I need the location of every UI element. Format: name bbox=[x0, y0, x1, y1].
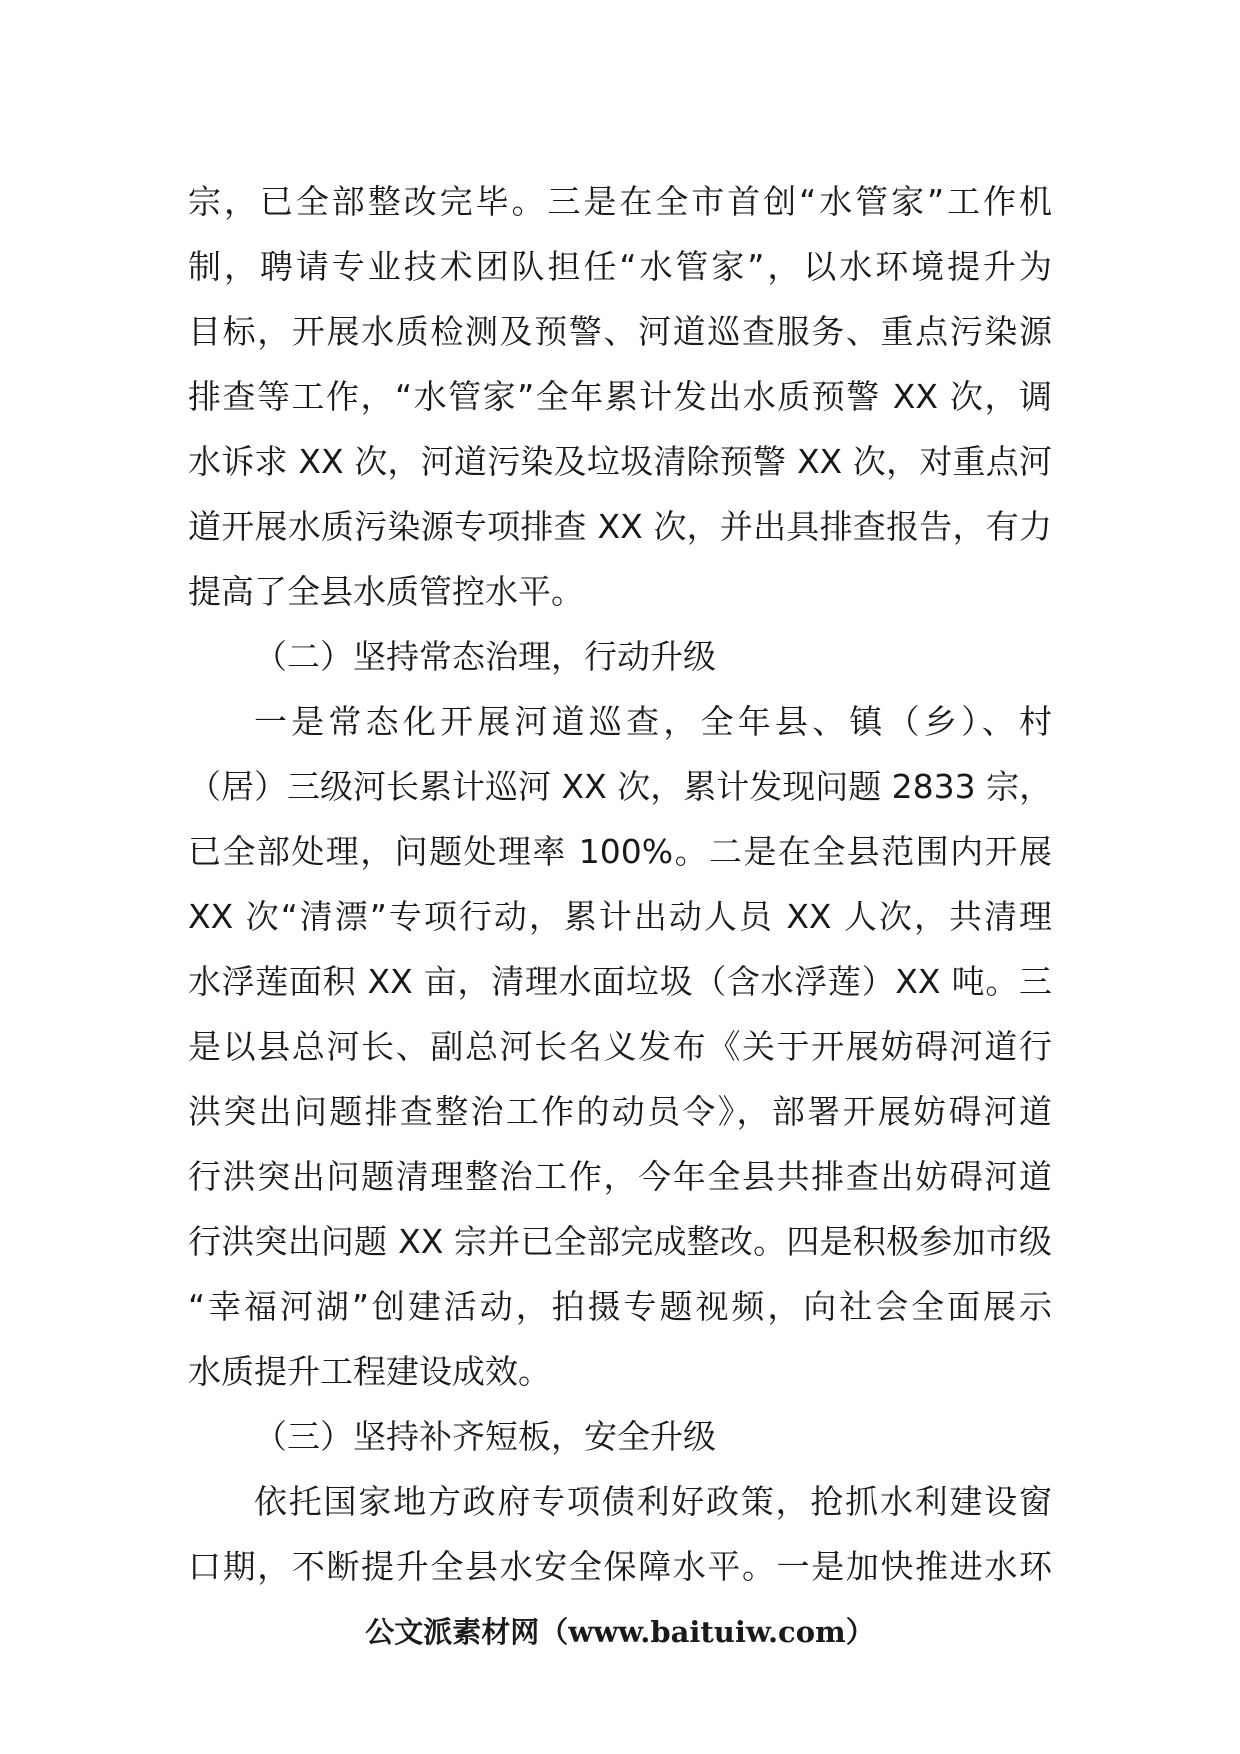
text-line: 是以县总河长、副总河长名义发布《关于开展妨碍河道行 bbox=[188, 1027, 1052, 1066]
document-body bbox=[188, 169, 1052, 1599]
text-line: “幸福河湖”创建活动，拍摄专题视频，向社会全面展示 bbox=[188, 1287, 1052, 1326]
text-line: 水质提升工程建设成效。 bbox=[188, 1352, 551, 1391]
text-line: 排查等工作，“水管家”全年累计发出水质预警 XX 次，调 bbox=[188, 377, 1052, 416]
section-heading-2: （二）坚持常态治理，行动升级 bbox=[254, 637, 716, 676]
text-line: 水诉求 XX 次，河道污染及垃圾清除预警 XX 次，对重点河 bbox=[188, 442, 1052, 481]
text-line: 提高了全县水质管控水平。 bbox=[188, 572, 584, 611]
text-line: 道开展水质污染源专项排查 XX 次，并出具排查报告，有力 bbox=[188, 507, 1052, 546]
text-line: 已全部处理，问题处理率 100%。二是在全县范围内开展 bbox=[188, 832, 1052, 871]
footer-watermark: 公文派素材网（www.baituiw.com） bbox=[365, 1615, 875, 1649]
text-line: 行洪突出问题清理整治工作，今年全县共排查出妨碍河道 bbox=[188, 1157, 1052, 1196]
text-line: 行洪突出问题 XX 宗并已全部完成整改。四是积极参加市级 bbox=[188, 1222, 1052, 1261]
text-line: （居）三级河长累计巡河 XX 次，累计发现问题 2833 宗， bbox=[188, 767, 1053, 806]
text-line: 洪突出问题排查整治工作的动员令》，部署开展妨碍河道 bbox=[188, 1092, 1052, 1131]
text-line: 目标，开展水质检测及预警、河道巡查服务、重点污染源 bbox=[188, 312, 1052, 351]
text-line: 宗，已全部整改完毕。三是在全市首创“水管家”工作机 bbox=[188, 182, 1052, 221]
text-line: 水浮莲面积 XX 亩，清理水面垃圾（含水浮莲）XX 吨。三 bbox=[188, 962, 1052, 1001]
section-heading-3: （三）坚持补齐短板，安全升级 bbox=[254, 1417, 716, 1456]
text-line: XX 次“清漂”专项行动，累计出动人员 XX 人次，共清理 bbox=[188, 897, 1052, 936]
text-line: 口期，不断提升全县水安全保障水平。一是加快推进水环 bbox=[188, 1547, 1052, 1586]
text-line: 制，聘请专业技术团队担任“水管家”，以水环境提升为 bbox=[188, 247, 1052, 286]
paragraph-first-line: 一是常态化开展河道巡查，全年县、镇（乡）、村 bbox=[254, 702, 1052, 741]
paragraph-first-line: 依托国家地方政府专项债利好政策，抢抓水利建设窗 bbox=[254, 1482, 1052, 1521]
